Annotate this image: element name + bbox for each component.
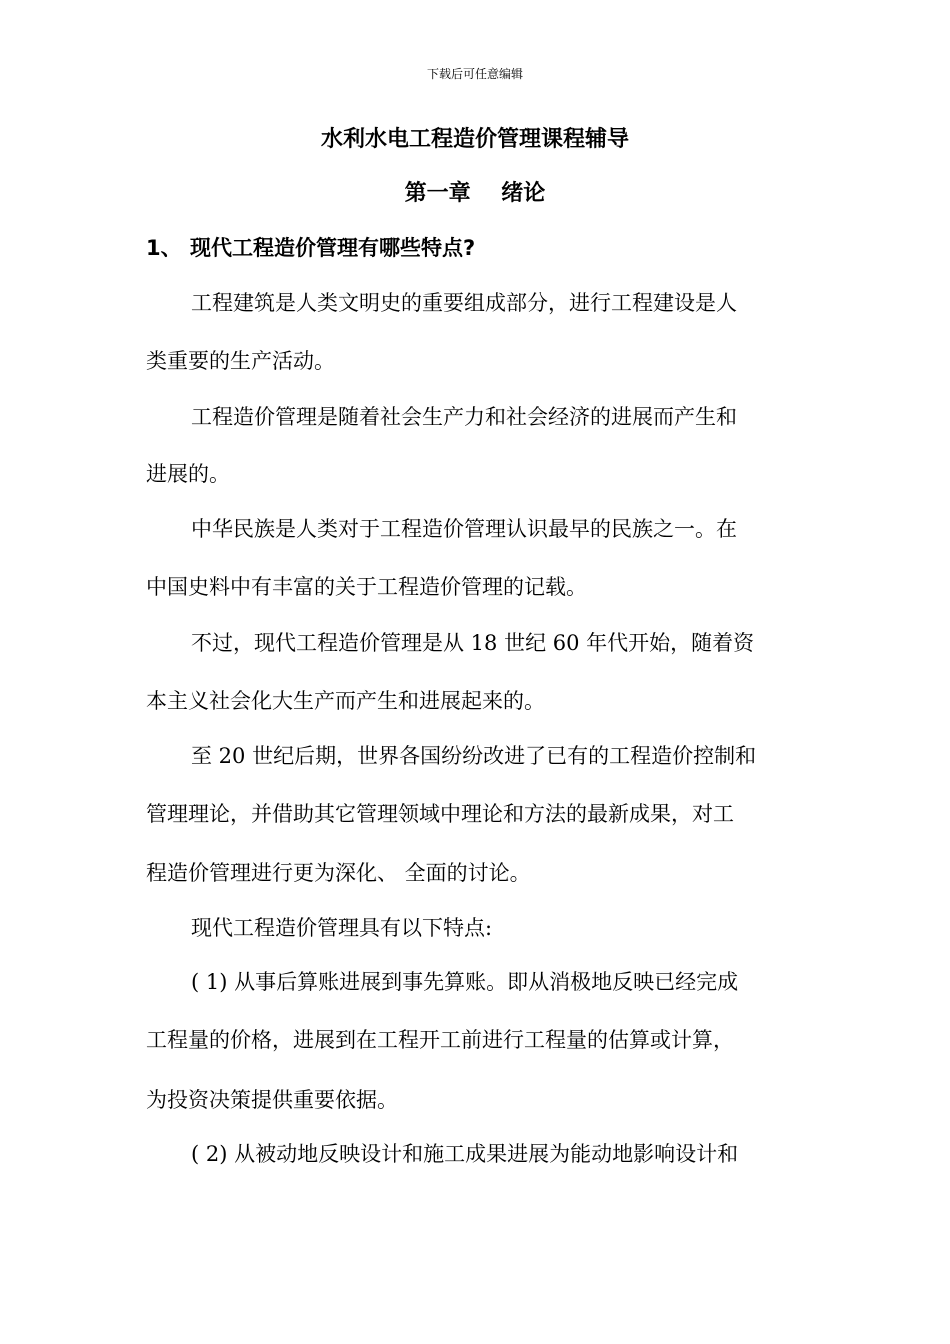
paragraph-line: 中华民族是人类对于工程造价管理认识最早的民族之一。在: [191, 517, 737, 541]
question-number: 1、: [146, 236, 182, 260]
chapter-title: 第一章 绪论: [404, 181, 546, 206]
paragraph-line: ( 1) 从事后算账进展到事先算账。即从消极地反映已经完成: [191, 970, 739, 994]
paragraph-line: 类重要的生产活动。: [146, 349, 335, 373]
document-title: 水利水电工程造价管理课程辅导: [320, 127, 629, 152]
paragraph-line: 工程造价管理是随着社会生产力和社会经济的进展而产生和: [191, 405, 737, 429]
paragraph-line: 程造价管理进行更为深化、 全面的讨论。: [146, 861, 531, 885]
paragraph-line: 为投资决策提供重要依据。: [146, 1088, 398, 1112]
paragraph-line: ( 2) 从被动地反映设计和施工成果进展为能动地影响设计和: [191, 1142, 739, 1166]
question-heading: [146, 232, 475, 264]
paragraph-line: 工程量的价格，进展到在工程开工前进行工程量的估算或计算，: [146, 1028, 734, 1052]
paragraph-line: 现代工程造价管理具有以下特点:: [191, 916, 493, 940]
paragraph-line: 不过，现代工程造价管理是从 18 世纪 60 年代开始，随着资: [191, 631, 755, 655]
paragraph-line: 管理理论，并借助其它管理领域中理论和方法的最新成果，对工: [146, 802, 734, 826]
paragraph-line: 工程建筑是人类文明史的重要组成部分，进行工程建设是人: [191, 291, 737, 315]
paragraph-line: 至 20 世纪后期，世界各国纷纷改进了已有的工程造价控制和: [191, 744, 757, 768]
header-note: 下载后可任意编辑: [426, 67, 523, 81]
question-text: 现代工程造价管理有哪些特点?: [190, 236, 476, 260]
paragraph-line: 进展的。: [146, 462, 230, 486]
paragraph-line: 本主义社会化大生产而产生和进展起来的。: [146, 689, 545, 713]
paragraph-line: 中国史料中有丰富的关于工程造价管理的记载。: [146, 575, 587, 599]
